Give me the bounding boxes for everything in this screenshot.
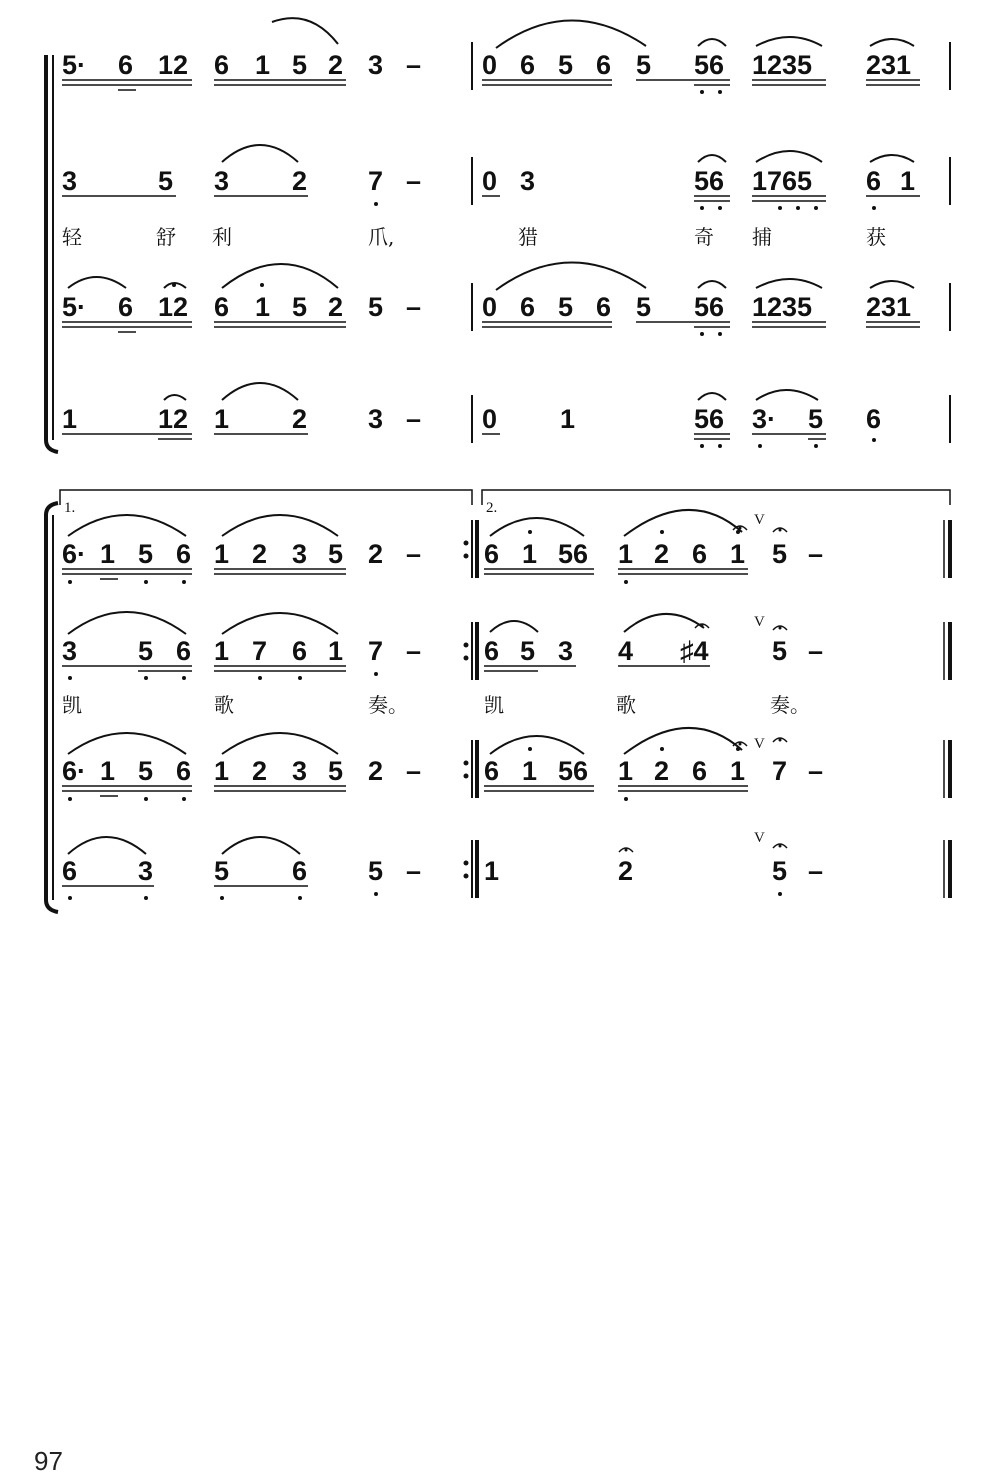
note: 0 — [482, 50, 498, 80]
dash: – — [406, 50, 422, 80]
note: 7 — [368, 166, 384, 196]
lyric: 歌 — [214, 693, 234, 717]
lyric: 凯 — [484, 693, 504, 717]
note: 5 — [138, 636, 154, 666]
note: 6 — [118, 292, 134, 322]
note: 12 — [158, 292, 189, 322]
note: 6 — [596, 50, 612, 80]
breath-mark: V — [754, 512, 765, 528]
final-barlines — [944, 520, 950, 898]
note: 2 — [292, 166, 308, 196]
note: 56 — [694, 166, 725, 196]
note: 3 — [520, 166, 536, 196]
dash: – — [406, 166, 422, 196]
note: 1235 — [752, 50, 813, 80]
note: 5 — [636, 50, 652, 80]
note: 6 — [866, 404, 882, 434]
breath-mark: V — [754, 830, 765, 846]
note: 56 — [694, 404, 725, 434]
dash: – — [808, 756, 824, 786]
dash: – — [808, 636, 824, 666]
lyric: 歌 — [616, 693, 636, 717]
note: 5 — [368, 292, 384, 322]
lyrics-line — [62, 225, 886, 249]
dash: – — [808, 539, 824, 569]
note: 5 — [214, 856, 230, 886]
volta-1-label: 1. — [64, 500, 76, 516]
dash: – — [406, 292, 422, 322]
note: 12 — [158, 50, 189, 80]
voice-1-staff — [62, 510, 823, 584]
voice-4-staff — [62, 830, 823, 900]
volta-2-bracket — [482, 490, 950, 505]
note: 3· — [752, 404, 777, 434]
note: 1 — [618, 539, 634, 569]
note: 5 — [292, 50, 308, 80]
note: 1 — [900, 166, 916, 196]
note: 56 — [558, 539, 589, 569]
note: 6 — [214, 292, 230, 322]
note: 5 — [558, 50, 574, 80]
system-2 — [46, 490, 950, 912]
note: 3 — [368, 50, 384, 80]
note: 2 — [654, 756, 670, 786]
note: 6 — [692, 756, 708, 786]
note: 6 — [62, 856, 78, 886]
note: 1 — [214, 539, 230, 569]
note: 5 — [772, 636, 788, 666]
note: 1 — [484, 856, 500, 886]
note: 5 — [636, 292, 652, 322]
note: 231 — [866, 292, 912, 322]
note: 231 — [866, 50, 912, 80]
note: 3 — [62, 166, 78, 196]
note: 3 — [558, 636, 574, 666]
breath-mark: V — [754, 736, 765, 752]
lyric: 奏。 — [368, 693, 408, 717]
dash: – — [406, 404, 422, 434]
note: 6 — [484, 756, 500, 786]
dash: – — [406, 856, 422, 886]
note: 2 — [328, 50, 344, 80]
note: 6 — [214, 50, 230, 80]
note: 6 — [176, 756, 192, 786]
note: 5 — [138, 756, 154, 786]
note: 1 — [730, 539, 746, 569]
note: 12 — [158, 404, 189, 434]
note: 5· — [62, 50, 87, 80]
note: 0 — [482, 404, 498, 434]
dash: – — [406, 539, 422, 569]
lyric: 获 — [866, 225, 886, 249]
note: 6 — [292, 856, 308, 886]
note: 6· — [62, 539, 87, 569]
system-1 — [46, 18, 950, 452]
note: 5· — [62, 292, 87, 322]
note: 3 — [368, 404, 384, 434]
note: 5 — [292, 292, 308, 322]
note: 6 — [520, 50, 536, 80]
lyric: 奏。 — [770, 693, 810, 717]
note: 6 — [484, 539, 500, 569]
lyric: 舒 — [156, 225, 176, 249]
volta-2-label: 2. — [486, 500, 498, 516]
note: 1235 — [752, 292, 813, 322]
note: 56 — [694, 292, 725, 322]
note: 1 — [214, 636, 230, 666]
note: 0 — [482, 292, 498, 322]
dash: – — [808, 856, 824, 886]
note: 2 — [292, 404, 308, 434]
page-number: 97 — [34, 1446, 63, 1476]
voice-3-staff — [62, 262, 920, 336]
note: 5 — [368, 856, 384, 886]
note: 2 — [328, 292, 344, 322]
note: 1 — [214, 756, 230, 786]
note: 6 — [176, 539, 192, 569]
note: 1765 — [752, 166, 813, 196]
note: 2 — [252, 756, 268, 786]
lyric: 利 — [212, 225, 232, 249]
voice-3-staff — [62, 728, 823, 801]
dash: – — [406, 756, 422, 786]
lyric: 轻 — [62, 225, 82, 249]
note: 1 — [618, 756, 634, 786]
note: 7 — [252, 636, 268, 666]
note: 3 — [138, 856, 154, 886]
note: 56 — [694, 50, 725, 80]
volta-1-bracket — [60, 490, 472, 505]
note: 2 — [368, 756, 384, 786]
voice-2-staff — [62, 612, 823, 680]
breath-mark: V — [754, 614, 765, 630]
note: 56 — [558, 756, 589, 786]
note: 3 — [292, 756, 308, 786]
note: 4 — [618, 636, 634, 666]
lyric: 凯 — [62, 693, 82, 717]
note: 7 — [368, 636, 384, 666]
note: 6 — [292, 636, 308, 666]
note: 2 — [368, 539, 384, 569]
note: 7 — [772, 756, 788, 786]
note: 6 — [118, 50, 134, 80]
note: 6 — [692, 539, 708, 569]
note: 5 — [138, 539, 154, 569]
note: 3 — [62, 636, 78, 666]
note: ♯4 — [680, 636, 709, 666]
note: 2 — [618, 856, 634, 886]
note: 6 — [866, 166, 882, 196]
note: 1 — [100, 756, 116, 786]
lyric: 奇 — [694, 225, 714, 249]
note: 5 — [558, 292, 574, 322]
note: 0 — [482, 166, 498, 196]
note: 1 — [62, 404, 78, 434]
lyric: 猎 — [518, 225, 538, 249]
note: 5 — [772, 856, 788, 886]
repeat-barlines — [464, 520, 478, 898]
lyric: 爪, — [368, 225, 395, 249]
note: 1 — [328, 636, 344, 666]
note: 5 — [520, 636, 536, 666]
note: 6 — [176, 636, 192, 666]
note: 5 — [808, 404, 824, 434]
lyrics-line — [62, 693, 810, 717]
note: 6· — [62, 756, 87, 786]
note: 5 — [772, 539, 788, 569]
note: 1 — [730, 756, 746, 786]
note: 6 — [596, 292, 612, 322]
note: 5 — [328, 539, 344, 569]
note: 6 — [520, 292, 536, 322]
note: 3 — [214, 166, 230, 196]
note: 1 — [100, 539, 116, 569]
note: 1 — [522, 756, 538, 786]
note: 2 — [654, 539, 670, 569]
note: 1 — [522, 539, 538, 569]
lyric: 捕 — [752, 225, 772, 249]
note: 5 — [158, 166, 174, 196]
dash: – — [406, 636, 422, 666]
note: 1 — [255, 50, 271, 80]
note: 3 — [292, 539, 308, 569]
note: 6 — [484, 636, 500, 666]
note: 2 — [252, 539, 268, 569]
note: 1 — [255, 292, 271, 322]
voice-2-staff — [62, 145, 920, 210]
note: 1 — [560, 404, 576, 434]
note: 1 — [214, 404, 230, 434]
voice-1-staff — [62, 18, 920, 94]
note: 5 — [328, 756, 344, 786]
